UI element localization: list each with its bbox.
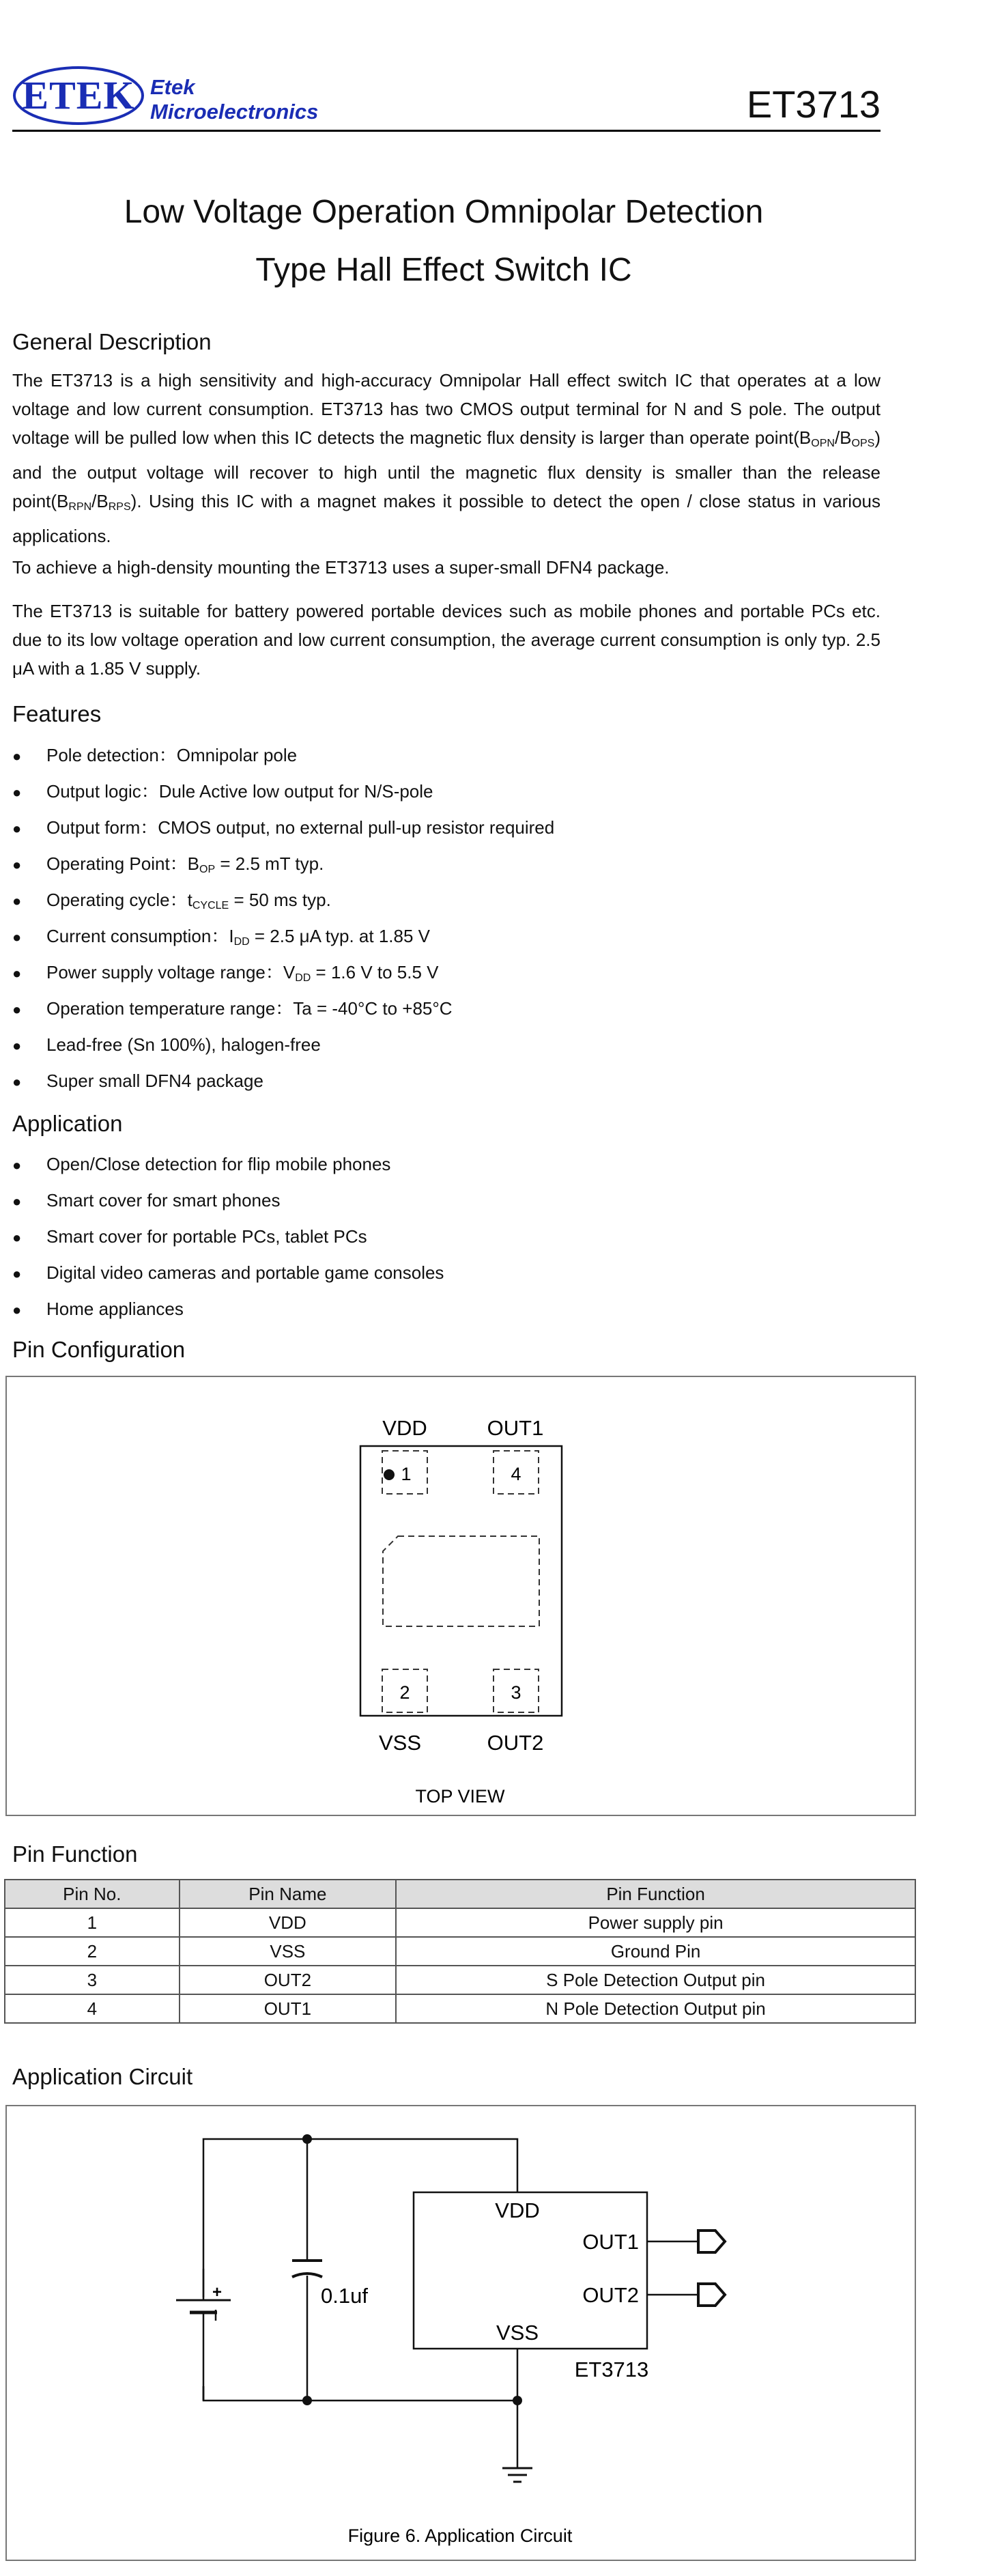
table-header-row [5,1880,915,1908]
feature-subscript: DD [295,972,311,984]
pin-label-out1: OUT1 [487,1416,544,1440]
feature-item [12,814,554,841]
bullet-icon: ● [12,892,22,909]
table-row [5,1966,915,1994]
company-name-line1: Etek [150,75,195,99]
application-item [12,1150,390,1178]
ic-pin-out1-label: OUT1 [582,2230,639,2254]
feature-subscript: DD [233,936,250,948]
exposed-pad [383,1536,539,1626]
cell-pin-name: OUT1 [180,1994,397,2023]
pin-function-heading: Pin Function [12,1841,138,1867]
desc-text: ). Using this IC with a magnet makes it possible to detect the open / close status in various applications. [12,491,881,546]
table-row [5,1908,915,1937]
figure-caption: Figure 6. Application Circuit [347,2525,573,2546]
out2-arrow-icon [698,2284,725,2306]
feature-item [12,922,430,950]
column-header-pin-no: Pin No. [5,1880,180,1908]
cell-pin-no: 3 [5,1966,180,1994]
pin-label-out2: OUT2 [487,1731,544,1755]
feature-text: = 2.5 mT typ. [215,853,324,874]
junction-dot-gnd [513,2396,522,2405]
bullet-icon: ● [12,1073,22,1090]
package-body [360,1446,562,1716]
general-description-heading: General Description [12,329,212,354]
desc-subscript: OPS [851,438,875,449]
application-text: Smart cover for smart phones [46,1190,281,1211]
cell-pin-function: S Pole Detection Output pin [396,1966,915,1994]
desc-text: ) and the output voltage will recover to high until the magnetic flux density is smaller than the release point(B [12,427,881,511]
battery-icon [176,2269,231,2401]
feature-item [12,1031,321,1058]
ic-pin-vss-label: VSS [496,2321,539,2345]
capacitor-value: 0.1uf [321,2284,368,2308]
application-item [12,1259,444,1286]
bullet-icon: ● [12,784,22,801]
pin-configuration-diagram [5,1376,916,1816]
battery-plus-label: + [212,2283,223,2302]
junction-dot-top [302,2134,312,2144]
application-circuit-heading: Application Circuit [12,2064,193,2089]
feature-subscript: OP [199,864,216,875]
bullet-icon: ● [12,820,22,837]
feature-text: Operation temperature range：Ta = -40°C to +85°C [46,998,453,1019]
pin-configuration-heading: Pin Configuration [12,1337,186,1362]
bullet-icon: ● [12,1229,22,1246]
table-row [5,1994,915,2023]
bullet-icon: ● [12,1157,22,1174]
pin-label-vdd: VDD [382,1416,427,1440]
feature-text: Output logic：Dule Active low output for N/S-pole [46,781,433,802]
cell-pin-function: Power supply pin [396,1908,915,1937]
cell-pin-function: Ground Pin [396,1937,915,1966]
bullet-icon: ● [12,856,22,873]
cell-pin-no: 2 [5,1937,180,1966]
feature-text: Pole detection：Omnipolar pole [46,745,298,765]
document-title-line2: Type Hall Effect Switch IC [255,252,632,288]
pin-label-vss: VSS [378,1731,422,1755]
bullet-icon: ● [12,1193,22,1210]
ic-part-label: ET3713 [574,2358,649,2381]
desc-text: /B [834,427,852,448]
desc-subscript: RPN [68,501,92,513]
bullet-icon: ● [12,1037,22,1054]
application-heading: Application [12,1111,123,1136]
ground-icon [502,2468,532,2482]
feature-text: Output form：CMOS output, no external pull-up resistor required [46,817,555,838]
feature-text: Lead-free (Sn 100%), halogen-free [46,1034,321,1055]
bullet-icon: ● [12,1001,22,1018]
feature-item [12,995,453,1022]
cell-pin-name: VDD [180,1908,397,1937]
application-item [12,1295,184,1322]
pin-number-3: 3 [511,1682,521,1703]
column-header-pin-name: Pin Name [180,1880,397,1908]
pin-configuration-caption: TOP VIEW [415,1786,505,1807]
pin1-marker-dot [384,1469,395,1480]
capacitor-icon [292,2261,322,2277]
company-name-line2: Microelectronics [150,100,319,124]
feature-text: = 50 ms typ. [229,890,331,910]
feature-item [12,1067,263,1094]
application-circuit-diagram [5,2105,916,2561]
feature-item [12,959,439,986]
document-title-line1: Low Voltage Operation Omnipolar Detection [124,194,764,230]
application-text: Digital video cameras and portable game consoles [46,1262,444,1283]
feature-item [12,850,324,877]
feature-text: Operating cycle：t [46,890,192,910]
desc-subscript: RPS [108,501,131,513]
application-text: Open/Close detection for flip mobile phones [46,1154,391,1174]
application-item [12,1187,280,1214]
desc-text: /B [91,491,109,511]
general-description-paragraph-1 [12,366,881,550]
bullet-icon: ● [12,1265,22,1282]
feature-text: = 1.6 V to 5.5 V [311,962,439,982]
part-number: ET3713 [746,83,881,126]
feature-text: = 2.5 μA typ. at 1.85 V [249,926,430,946]
general-description-paragraph-3: The ET3713 is suitable for battery powered portable devices such as mobile phones and portable PCs etc. due to its low voltage operation and low current consumption, the average current consumption is only typ. 2.5 μA with a 1.85 V supply. [12,601,881,679]
cell-pin-no: 1 [5,1908,180,1937]
feature-text: Current consumption：I [46,926,234,946]
cell-pin-function: N Pole Detection Output pin [396,1994,915,2023]
feature-text: Operating Point：B [46,853,200,874]
logo-text: ETEK [22,73,135,117]
desc-subscript: OPN [811,438,835,449]
table-row [5,1937,915,1966]
column-header-pin-function: Pin Function [396,1880,915,1908]
bullet-icon: ● [12,929,22,946]
feature-text: Power supply voltage range：V [46,962,296,982]
bullet-icon: ● [12,965,22,982]
pin-number-4: 4 [511,1464,521,1484]
cell-pin-name: OUT2 [180,1966,397,1994]
application-text: Home appliances [46,1299,184,1319]
header-divider [12,130,881,132]
feature-subscript: CYCLE [192,900,229,911]
features-heading: Features [12,701,102,726]
feature-item [12,741,297,769]
desc-text: The ET3713 is a high sensitivity and high-accuracy Omnipolar Hall effect switch IC that operates at a low voltage and low current consumption. ET3713 has two CMOS output terminal for N and S pole. The output voltage will be pulled low when this IC detects the magnetic flux density is larger than operate point(B [12,370,881,448]
pin-number-2: 2 [399,1682,410,1703]
pin-number-1: 1 [401,1464,412,1484]
application-text: Smart cover for portable PCs, tablet PCs [46,1226,367,1247]
bullet-icon: ● [12,748,22,765]
cell-pin-no: 4 [5,1994,180,2023]
feature-text: Super small DFN4 package [46,1071,263,1091]
application-item [12,1223,367,1250]
feature-item [12,886,331,914]
cell-pin-name: VSS [180,1937,397,1966]
feature-item [12,778,433,805]
ic-pin-vdd-label: VDD [495,2198,540,2222]
general-description-paragraph-2: To achieve a high-density mounting the ET3713 uses a super-small DFN4 package. [12,557,670,578]
bullet-icon: ● [12,1301,22,1318]
pin-function-table [4,1879,916,2024]
ic-pin-out2-label: OUT2 [582,2283,639,2307]
junction-dot-bottom [302,2396,312,2405]
out1-arrow-icon [698,2231,725,2252]
